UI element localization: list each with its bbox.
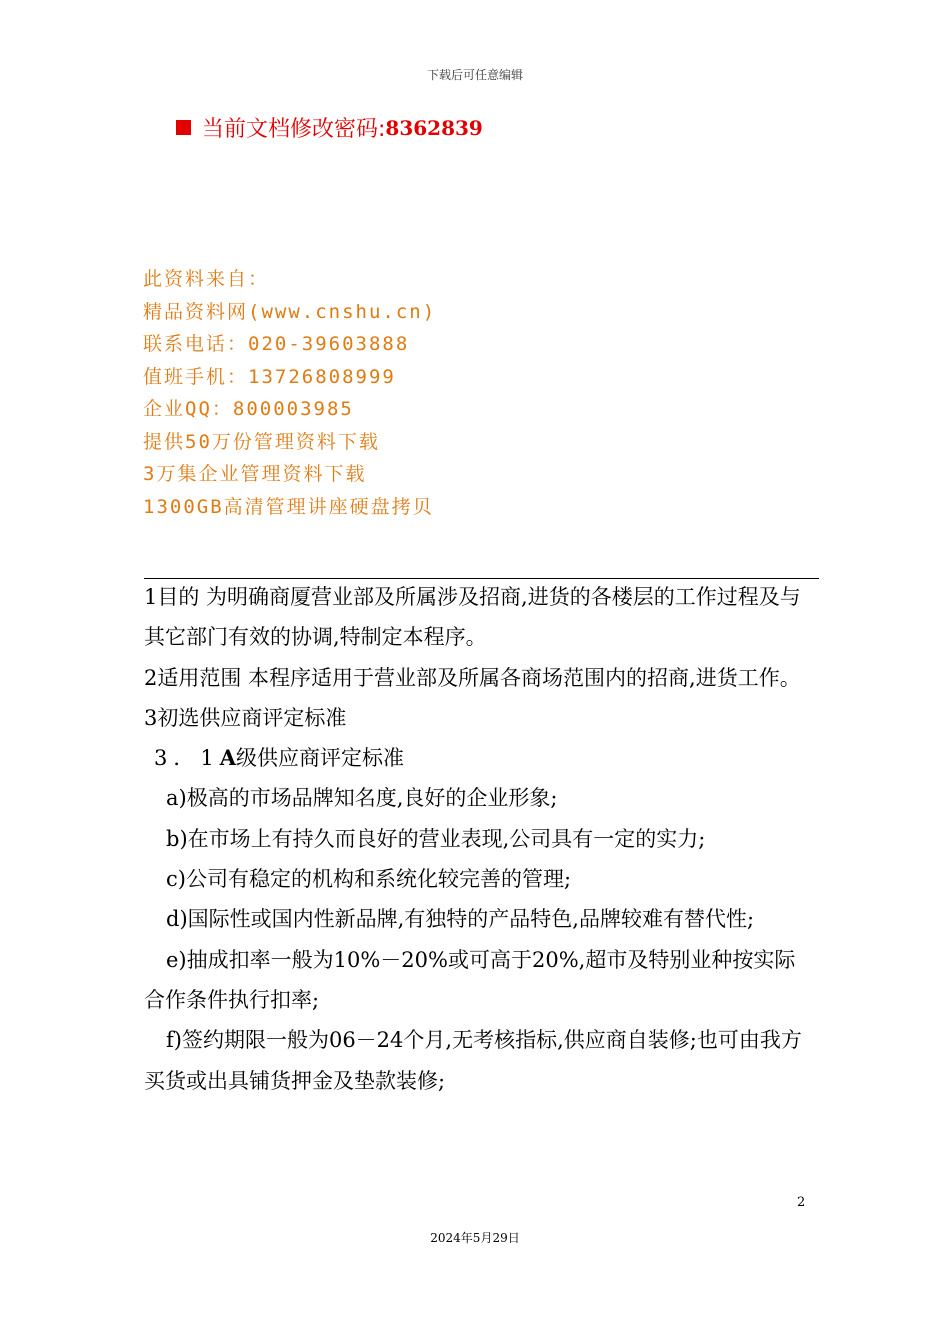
- subsection-title: 级供应商评定标准: [236, 746, 405, 771]
- red-square-icon: [176, 120, 191, 135]
- source-line: 1300GB高清管理讲座硬盘拷贝: [143, 495, 434, 518]
- source-line: 3万集企业管理资料下载: [143, 463, 367, 485]
- purpose-paragraph: 1目的 为明确商厦营业部及所属涉及招商,进货的各楼层的工作过程及与其它部门有效的协调,特制定本程序。: [144, 585, 801, 650]
- password-label: 当前文档修改密码:: [202, 117, 386, 142]
- source-line: 精品资料网(www.cnshu.cn): [143, 300, 437, 323]
- subsection-heading: [144, 738, 812, 778]
- subsection-number: 3．1: [154, 746, 220, 771]
- page-number: 2: [797, 1195, 806, 1210]
- source-line: 值班手机：13726808999: [143, 365, 396, 388]
- criteria-item: e)抽成扣率一般为10%－20%或可高于20%,超市及特别业种按实际合作条件执行扣率;: [144, 947, 796, 1012]
- footer-date: 2024年5月29日: [430, 1231, 520, 1245]
- scope-paragraph: 2适用范围 本程序适用于营业部及所属各商场范围内的招商,进货工作。: [144, 665, 801, 690]
- criteria-item: b)在市场上有持久而良好的营业表现,公司具有一定的实力;: [166, 826, 706, 851]
- document-body: [144, 577, 812, 1101]
- grade-letter: A: [219, 745, 237, 771]
- source-line: 提供50万份管理资料下载: [143, 430, 380, 453]
- source-line: 此资料来自：: [143, 268, 270, 290]
- password-value: 8362839: [385, 115, 483, 140]
- password-notice: [176, 112, 483, 143]
- criteria-item: c)公司有稳定的机构和系统化较完善的管理;: [166, 867, 572, 892]
- criteria-item: d)国际性或国内性新品牌,有独特的产品特色,品牌较难有替代性;: [166, 907, 755, 932]
- criteria-heading: 3初选供应商评定标准: [144, 705, 347, 730]
- source-line: 联系电话：020-39603888: [143, 333, 410, 355]
- criteria-item: a)极高的市场品牌知名度,良好的企业形象;: [166, 786, 558, 811]
- source-line: 企业QQ：800003985: [143, 398, 354, 420]
- criteria-item: f)签约期限一般为06－24个月,无考核指标,供应商自装修;也可由我方买货或出具铺货押金及垫款装修;: [144, 1028, 802, 1093]
- page-header: 下载后可任意编辑: [426, 68, 523, 82]
- source-info: [143, 263, 436, 523]
